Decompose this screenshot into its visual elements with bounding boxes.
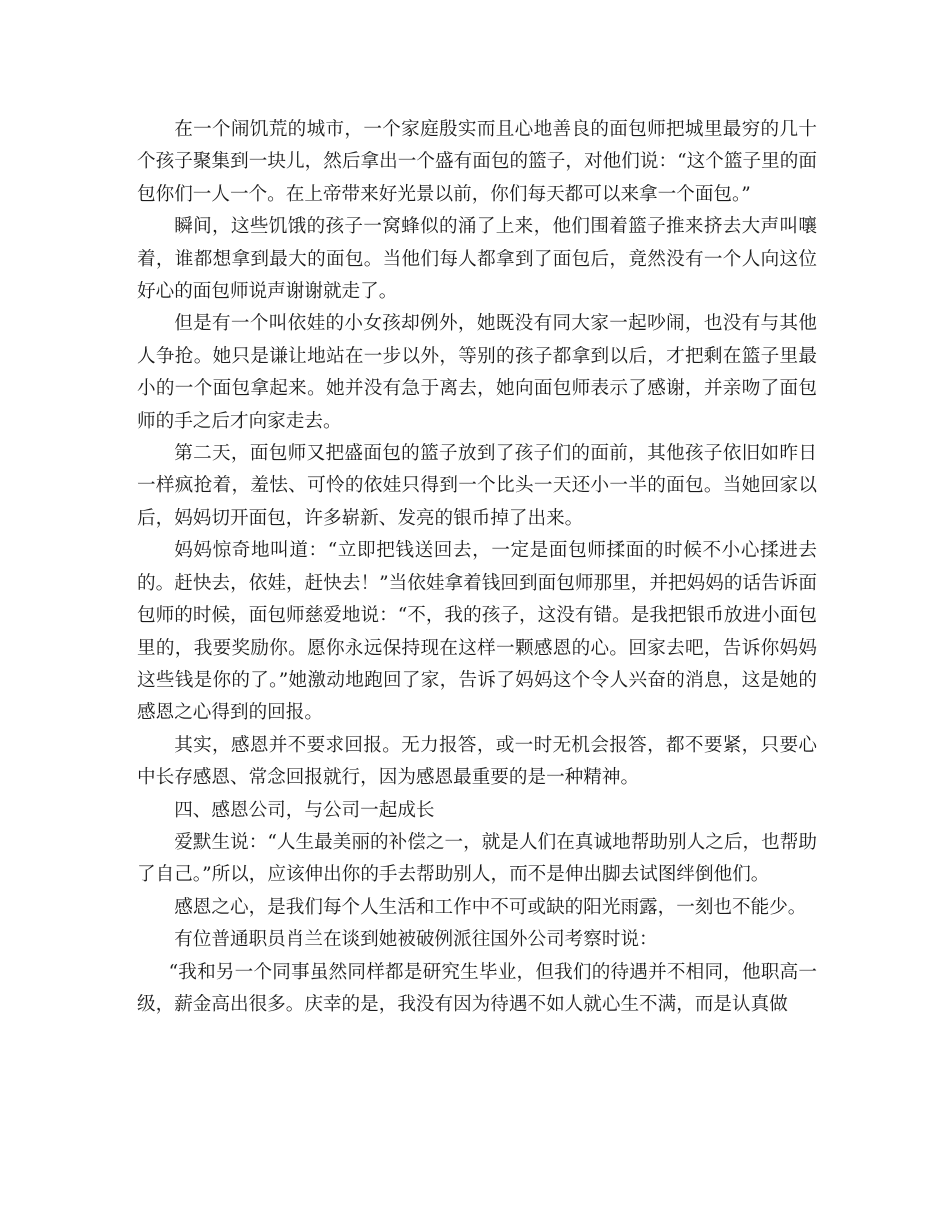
document-body (137, 114, 817, 1021)
paragraph-silver-coins: 妈妈惊奇地叫道：“立即把钱送回去，一定是面包师揉面的时候不小心揉进去的。赶快去，依娃，赶快去！”当依娃拿着钱回到面包师那里，并把妈妈的话告诉面包师的时候，面包师慈爱地说：“不，我的孩子，这没有错。是我把银币放进小面包里的，我要奖励你。愿你永远保持现在这样一颗感恩的心。回家去吧，告诉你妈妈这些钱是你的了。”她激动地跑回了家，告诉了妈妈这个令人兴奋的消息，这是她的感恩之心得到的回报。 (137, 540, 817, 724)
paragraph-gratitude-reflection: 其实，感恩并不要求回报。无力报答，或一时无机会报答，都不要紧，只要心中长存感恩、常念回报就行，因为感恩最重要的是一种精神。 (137, 734, 817, 789)
paragraph-second-day: 第二天，面包师又把盛面包的篮子放到了孩子们的面前，其他孩子依旧如昨日一样疯抢着，羞怯、可怜的依娃只得到一个比头一天还小一半的面包。当她回家以后，妈妈切开面包，许多崭新、发亮的银币掉了出来。 (137, 443, 817, 529)
section-heading: 四、感恩公司，与公司一起成长 (174, 799, 435, 821)
paragraph-eva-exception: 但是有一个叫依娃的小女孩却例外，她既没有同大家一起吵闹，也没有与其他人争抢。她只是谦让地站在一步以外，等别的孩子都拿到以后，才把剩在篮子里最小的一个面包拿起来。她并没有急于离去，她向面包师表示了感谢，并亲吻了面包师的手之后才向家走去。 (137, 313, 817, 432)
paragraph-xiao-lan-intro: 有位普通职员肖兰在谈到她被破例派往国外公司考察时说： (174, 929, 658, 951)
paragraph-emerson-quote: 爱默生说：“人生最美丽的补偿之一，就是人们在真诚地帮助别人之后，也帮助了自己。”所以，应该伸出你的手去帮助别人，而不是伸出脚去试图绊倒他们。 (137, 831, 817, 886)
paragraph-gratitude-sunshine: 感恩之心，是我们每个人生活和工作中不可或缺的阳光雨露，一刻也不能少。 (174, 896, 807, 918)
paragraph-children-rush: 瞬间，这些饥饿的孩子一窝蜂似的涌了上来，他们围着篮子推来挤去大声叫嚷着，谁都想拿到最大的面包。当他们每人都拿到了面包后，竟然没有一个人向这位好心的面包师说声谢谢就走了。 (137, 216, 817, 303)
paragraph-xiao-lan-quote: “我和另一个同事虽然同样都是研究生毕业，但我们的待遇并不相同，他职高一级，薪金高出很多。庆幸的是，我没有因为待遇不如人就心生不满，而是认真做 (137, 961, 817, 1015)
paragraph-bakery-story-intro: 在一个闹饥荒的城市，一个家庭殷实而且心地善良的面包师把城里最穷的几十个孩子聚集到一块儿，然后拿出一个盛有面包的篮子，对他们说：“这个篮子里的面包你们一人一个。在上帝带来好光景以前，你们每天都可以来拿一个面包。” (137, 119, 817, 205)
